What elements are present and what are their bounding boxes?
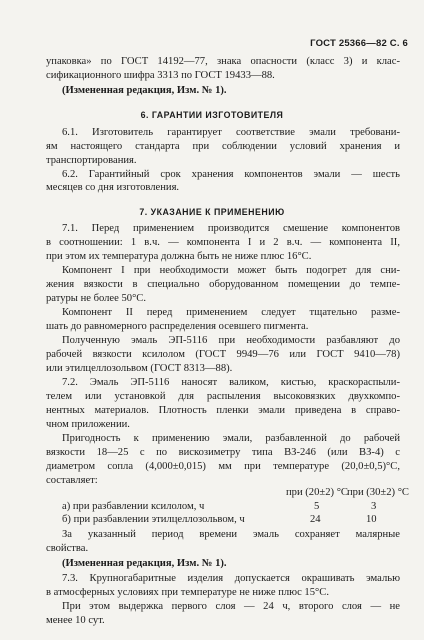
table-row-label: а) при разбавлении ксилолом, ч	[62, 501, 205, 512]
amendment-note: (Измененная редакция, Изм. № 1).	[62, 558, 227, 569]
text-line: 6.2. Гарантийный срок хранения компонентов эмали — шесть	[62, 169, 400, 180]
text-line: 7.3. Крупногабаритные изделия допускается окрашивать эмалью	[62, 573, 400, 584]
text-line: 7.1. Перед применением производится смешение компонентов	[62, 223, 400, 234]
text-line: При этом выдержка первого слоя — 24 ч, второго слоя — не	[62, 601, 400, 612]
table-header-20c: при (20±2) °С	[286, 487, 348, 498]
text-line: Пригодность к применению эмали, разбавленной до рабочей	[62, 433, 400, 444]
text-line: телем или установкой для распыления высоковязких двухкомпо-	[46, 391, 400, 402]
text-line: месяцев со дня изготовления.	[46, 182, 180, 193]
text-line: Компонент I при необходимости может быть подогрет для сни-	[62, 265, 400, 276]
text-line: 7.2. Эмаль ЭП-5116 наносят валиком, кистью, краскораспыли-	[62, 377, 400, 388]
text-line: шать до равномерного распределения осевшего пигмента.	[46, 321, 309, 332]
text-line: упаковка» по ГОСТ 14192—77, знака опасности (класс 3) и клас-	[46, 56, 400, 67]
table-cell: 5	[314, 501, 320, 512]
table-cell: 10	[366, 514, 377, 525]
text-line: ратуры не более 50°С.	[46, 293, 147, 304]
text-line: ям настоящего стандарта при соблюдении условий хранения и	[46, 141, 400, 152]
table-cell: 24	[310, 514, 321, 525]
text-line: свойства.	[46, 543, 89, 554]
text-line: составляет:	[46, 475, 98, 486]
table-cell: 3	[371, 501, 377, 512]
text-line: транспортирования.	[46, 155, 137, 166]
text-line: Компонент II перед применением следует тщательно разме-	[62, 307, 400, 318]
table-header-30c: при (30±2) °С	[347, 487, 409, 498]
text-line: в атмосферных условиях при температуре не ниже плюс 15°С.	[46, 587, 329, 598]
table-row-label: б) при разбавлении этилцеллозольвом, ч	[62, 514, 245, 525]
section-heading: 6. ГАРАНТИИ ИЗГОТОВИТЕЛЯ	[140, 110, 284, 120]
text-line: чном приложении.	[46, 419, 130, 430]
text-line: жения вязкости в специально оборудованном помещении до темпе-	[46, 279, 400, 290]
text-line: в соотношении: 1 в.ч. — компонента I и 2 в.ч. — компонента II,	[46, 237, 400, 248]
section-heading: 7. УКАЗАНИЕ К ПРИМЕНЕНИЮ	[139, 207, 285, 217]
text-line: За указанный период времени эмаль сохраняет малярные	[62, 529, 400, 540]
text-line: рабочей вязкости ксилолом (ГОСТ 9949—76 или ГОСТ 9410—78)	[46, 349, 400, 360]
amendment-note: (Измененная редакция, Изм. № 1).	[62, 85, 227, 96]
text-line: при этом их температура должна быть не ниже плюс 16°С.	[46, 251, 312, 262]
text-line: или этилцеллозольвом (ГОСТ 8313—88).	[46, 363, 233, 374]
page-header: ГОСТ 25366—82 С. 6	[310, 38, 408, 49]
text-line: диаметром сопла (4,000±0,015) мм при температуре (20,0±0,5)°С,	[46, 461, 400, 472]
text-line: 6.1. Изготовитель гарантирует соответствие эмали требовани-	[62, 127, 400, 138]
text-line: Полученную эмаль ЭП-5116 при необходимости разбавляют до	[62, 335, 400, 346]
text-line: менее 10 сут.	[46, 615, 105, 626]
text-line: нентных материалов. Плотность пленки эмали приведена в справо-	[46, 405, 400, 416]
text-line: сификационного шифра 3313 по ГОСТ 19433—88.	[46, 70, 275, 81]
text-line: вязкости 18—25 с по вискозиметру типа ВЗ-246 (или ВЗ-4) с	[46, 447, 400, 458]
